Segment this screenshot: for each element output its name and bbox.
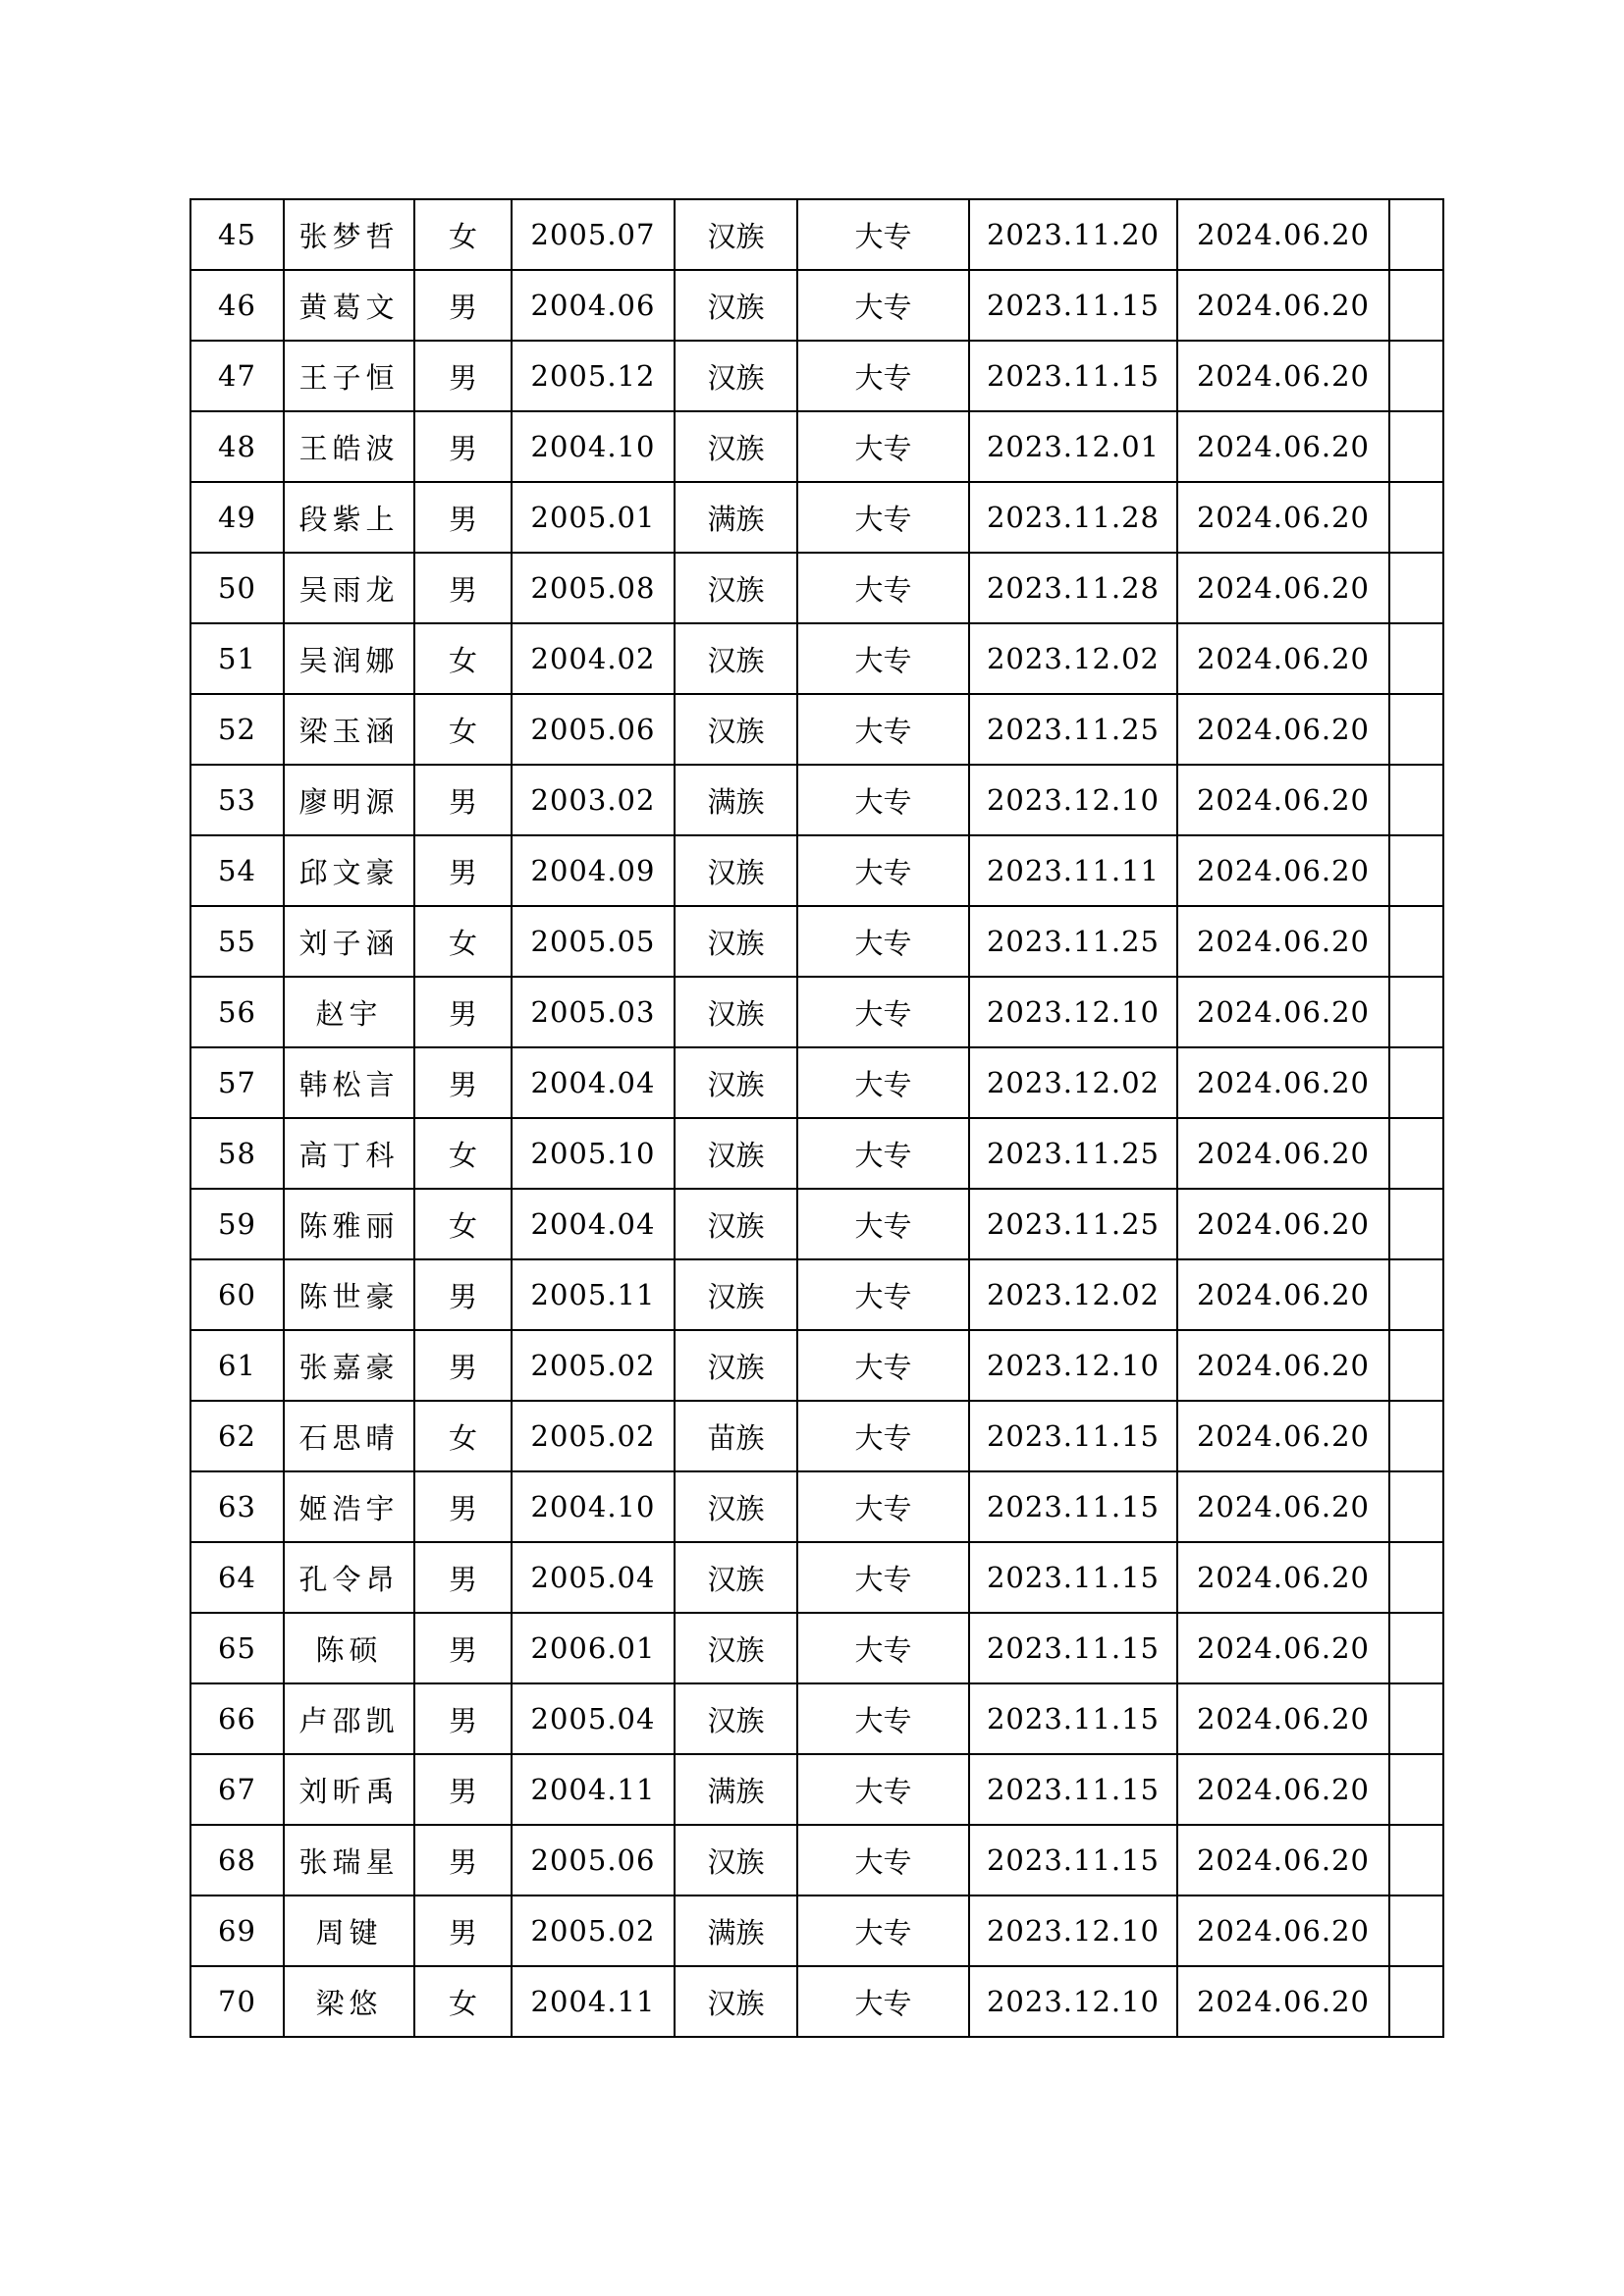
gender-cell: 女 bbox=[414, 199, 512, 270]
serial-number-cell: 52 bbox=[190, 694, 284, 765]
remarks-cell bbox=[1389, 977, 1443, 1047]
remarks-cell bbox=[1389, 1896, 1443, 1966]
education-cell: 大专 bbox=[797, 1259, 969, 1330]
birth-date-cell: 2005.02 bbox=[512, 1330, 675, 1401]
education-cell: 大专 bbox=[797, 553, 969, 623]
education-cell: 大专 bbox=[797, 906, 969, 977]
birth-date-cell: 2004.11 bbox=[512, 1754, 675, 1825]
end-date-cell: 2024.06.20 bbox=[1177, 1542, 1389, 1613]
ethnicity-cell: 汉族 bbox=[675, 1471, 797, 1542]
serial-number-cell: 60 bbox=[190, 1259, 284, 1330]
table-row bbox=[190, 1825, 1443, 1896]
gender-cell: 男 bbox=[414, 977, 512, 1047]
education-cell: 大专 bbox=[797, 1471, 969, 1542]
table-row bbox=[190, 411, 1443, 482]
birth-date-cell: 2005.02 bbox=[512, 1896, 675, 1966]
serial-number-cell: 51 bbox=[190, 623, 284, 694]
remarks-cell bbox=[1389, 765, 1443, 835]
table-row bbox=[190, 553, 1443, 623]
education-cell: 大专 bbox=[797, 270, 969, 341]
end-date-cell: 2024.06.20 bbox=[1177, 1118, 1389, 1189]
end-date-cell: 2024.06.20 bbox=[1177, 411, 1389, 482]
birth-date-cell: 2005.01 bbox=[512, 482, 675, 553]
table-row bbox=[190, 1754, 1443, 1825]
ethnicity-cell: 汉族 bbox=[675, 1966, 797, 2037]
end-date-cell: 2024.06.20 bbox=[1177, 1330, 1389, 1401]
end-date-cell: 2024.06.20 bbox=[1177, 765, 1389, 835]
birth-date-cell: 2005.05 bbox=[512, 906, 675, 977]
gender-cell: 女 bbox=[414, 1966, 512, 2037]
table-row bbox=[190, 199, 1443, 270]
remarks-cell bbox=[1389, 1683, 1443, 1754]
table-row bbox=[190, 482, 1443, 553]
remarks-cell bbox=[1389, 694, 1443, 765]
education-cell: 大专 bbox=[797, 623, 969, 694]
education-cell: 大专 bbox=[797, 1754, 969, 1825]
ethnicity-cell: 汉族 bbox=[675, 835, 797, 906]
name-cell: 梁悠 bbox=[284, 1966, 414, 2037]
gender-cell: 男 bbox=[414, 270, 512, 341]
birth-date-cell: 2005.03 bbox=[512, 977, 675, 1047]
start-date-cell: 2023.11.25 bbox=[969, 1189, 1177, 1259]
end-date-cell: 2024.06.20 bbox=[1177, 694, 1389, 765]
name-cell: 王皓波 bbox=[284, 411, 414, 482]
remarks-cell bbox=[1389, 1118, 1443, 1189]
start-date-cell: 2023.11.11 bbox=[969, 835, 1177, 906]
name-cell: 姬浩宇 bbox=[284, 1471, 414, 1542]
remarks-cell bbox=[1389, 482, 1443, 553]
gender-cell: 男 bbox=[414, 1047, 512, 1118]
birth-date-cell: 2003.02 bbox=[512, 765, 675, 835]
name-cell: 吴润娜 bbox=[284, 623, 414, 694]
name-cell: 刘昕禹 bbox=[284, 1754, 414, 1825]
serial-number-cell: 45 bbox=[190, 199, 284, 270]
remarks-cell bbox=[1389, 1471, 1443, 1542]
gender-cell: 男 bbox=[414, 1613, 512, 1683]
gender-cell: 男 bbox=[414, 482, 512, 553]
birth-date-cell: 2004.04 bbox=[512, 1189, 675, 1259]
education-cell: 大专 bbox=[797, 835, 969, 906]
serial-number-cell: 56 bbox=[190, 977, 284, 1047]
serial-number-cell: 68 bbox=[190, 1825, 284, 1896]
ethnicity-cell: 满族 bbox=[675, 765, 797, 835]
start-date-cell: 2023.11.25 bbox=[969, 694, 1177, 765]
name-cell: 吴雨龙 bbox=[284, 553, 414, 623]
table-row bbox=[190, 1471, 1443, 1542]
birth-date-cell: 2005.08 bbox=[512, 553, 675, 623]
education-cell: 大专 bbox=[797, 1330, 969, 1401]
remarks-cell bbox=[1389, 1259, 1443, 1330]
gender-cell: 男 bbox=[414, 1330, 512, 1401]
birth-date-cell: 2004.02 bbox=[512, 623, 675, 694]
start-date-cell: 2023.11.25 bbox=[969, 1118, 1177, 1189]
education-cell: 大专 bbox=[797, 1189, 969, 1259]
ethnicity-cell: 汉族 bbox=[675, 411, 797, 482]
education-cell: 大专 bbox=[797, 1966, 969, 2037]
ethnicity-cell: 汉族 bbox=[675, 1330, 797, 1401]
name-cell: 周键 bbox=[284, 1896, 414, 1966]
start-date-cell: 2023.11.25 bbox=[969, 906, 1177, 977]
serial-number-cell: 46 bbox=[190, 270, 284, 341]
birth-date-cell: 2004.11 bbox=[512, 1966, 675, 2037]
name-cell: 陈世豪 bbox=[284, 1259, 414, 1330]
end-date-cell: 2024.06.20 bbox=[1177, 482, 1389, 553]
education-cell: 大专 bbox=[797, 1613, 969, 1683]
name-cell: 赵宇 bbox=[284, 977, 414, 1047]
ethnicity-cell: 苗族 bbox=[675, 1401, 797, 1471]
education-cell: 大专 bbox=[797, 199, 969, 270]
name-cell: 陈雅丽 bbox=[284, 1189, 414, 1259]
end-date-cell: 2024.06.20 bbox=[1177, 1966, 1389, 2037]
start-date-cell: 2023.11.15 bbox=[969, 1754, 1177, 1825]
serial-number-cell: 54 bbox=[190, 835, 284, 906]
end-date-cell: 2024.06.20 bbox=[1177, 1683, 1389, 1754]
gender-cell: 女 bbox=[414, 906, 512, 977]
birth-date-cell: 2005.06 bbox=[512, 694, 675, 765]
end-date-cell: 2024.06.20 bbox=[1177, 341, 1389, 411]
serial-number-cell: 47 bbox=[190, 341, 284, 411]
serial-number-cell: 53 bbox=[190, 765, 284, 835]
birth-date-cell: 2005.10 bbox=[512, 1118, 675, 1189]
remarks-cell bbox=[1389, 1613, 1443, 1683]
end-date-cell: 2024.06.20 bbox=[1177, 270, 1389, 341]
start-date-cell: 2023.11.15 bbox=[969, 270, 1177, 341]
gender-cell: 男 bbox=[414, 411, 512, 482]
ethnicity-cell: 汉族 bbox=[675, 1189, 797, 1259]
name-cell: 段紫上 bbox=[284, 482, 414, 553]
serial-number-cell: 69 bbox=[190, 1896, 284, 1966]
roster-body bbox=[190, 199, 1443, 2037]
birth-date-cell: 2004.10 bbox=[512, 1471, 675, 1542]
education-cell: 大专 bbox=[797, 341, 969, 411]
table-row bbox=[190, 1613, 1443, 1683]
ethnicity-cell: 汉族 bbox=[675, 1259, 797, 1330]
start-date-cell: 2023.12.01 bbox=[969, 411, 1177, 482]
serial-number-cell: 48 bbox=[190, 411, 284, 482]
table-row bbox=[190, 1259, 1443, 1330]
remarks-cell bbox=[1389, 835, 1443, 906]
education-cell: 大专 bbox=[797, 1047, 969, 1118]
serial-number-cell: 62 bbox=[190, 1401, 284, 1471]
name-cell: 廖明源 bbox=[284, 765, 414, 835]
serial-number-cell: 66 bbox=[190, 1683, 284, 1754]
remarks-cell bbox=[1389, 1330, 1443, 1401]
serial-number-cell: 50 bbox=[190, 553, 284, 623]
name-cell: 陈硕 bbox=[284, 1613, 414, 1683]
name-cell: 张嘉豪 bbox=[284, 1330, 414, 1401]
birth-date-cell: 2005.11 bbox=[512, 1259, 675, 1330]
name-cell: 邱文豪 bbox=[284, 835, 414, 906]
birth-date-cell: 2005.02 bbox=[512, 1401, 675, 1471]
start-date-cell: 2023.12.10 bbox=[969, 977, 1177, 1047]
table-row bbox=[190, 765, 1443, 835]
end-date-cell: 2024.06.20 bbox=[1177, 1189, 1389, 1259]
start-date-cell: 2023.12.10 bbox=[969, 765, 1177, 835]
ethnicity-cell: 汉族 bbox=[675, 1825, 797, 1896]
end-date-cell: 2024.06.20 bbox=[1177, 835, 1389, 906]
birth-date-cell: 2004.04 bbox=[512, 1047, 675, 1118]
gender-cell: 男 bbox=[414, 835, 512, 906]
gender-cell: 女 bbox=[414, 694, 512, 765]
ethnicity-cell: 满族 bbox=[675, 482, 797, 553]
table-row bbox=[190, 1189, 1443, 1259]
start-date-cell: 2023.11.28 bbox=[969, 553, 1177, 623]
remarks-cell bbox=[1389, 906, 1443, 977]
serial-number-cell: 55 bbox=[190, 906, 284, 977]
serial-number-cell: 70 bbox=[190, 1966, 284, 2037]
remarks-cell bbox=[1389, 1825, 1443, 1896]
table-row bbox=[190, 906, 1443, 977]
table-row bbox=[190, 1330, 1443, 1401]
ethnicity-cell: 汉族 bbox=[675, 270, 797, 341]
remarks-cell bbox=[1389, 1047, 1443, 1118]
gender-cell: 男 bbox=[414, 341, 512, 411]
education-cell: 大专 bbox=[797, 1401, 969, 1471]
serial-number-cell: 64 bbox=[190, 1542, 284, 1613]
table-row bbox=[190, 623, 1443, 694]
end-date-cell: 2024.06.20 bbox=[1177, 1471, 1389, 1542]
name-cell: 韩松言 bbox=[284, 1047, 414, 1118]
gender-cell: 女 bbox=[414, 1189, 512, 1259]
name-cell: 黄葛文 bbox=[284, 270, 414, 341]
education-cell: 大专 bbox=[797, 411, 969, 482]
birth-date-cell: 2006.01 bbox=[512, 1613, 675, 1683]
name-cell: 刘子涵 bbox=[284, 906, 414, 977]
start-date-cell: 2023.12.10 bbox=[969, 1966, 1177, 2037]
start-date-cell: 2023.11.28 bbox=[969, 482, 1177, 553]
gender-cell: 男 bbox=[414, 1683, 512, 1754]
table-row bbox=[190, 835, 1443, 906]
ethnicity-cell: 汉族 bbox=[675, 199, 797, 270]
gender-cell: 男 bbox=[414, 1259, 512, 1330]
end-date-cell: 2024.06.20 bbox=[1177, 1259, 1389, 1330]
table-row bbox=[190, 1401, 1443, 1471]
end-date-cell: 2024.06.20 bbox=[1177, 623, 1389, 694]
remarks-cell bbox=[1389, 1542, 1443, 1613]
education-cell: 大专 bbox=[797, 765, 969, 835]
name-cell: 王子恒 bbox=[284, 341, 414, 411]
gender-cell: 男 bbox=[414, 765, 512, 835]
serial-number-cell: 61 bbox=[190, 1330, 284, 1401]
ethnicity-cell: 满族 bbox=[675, 1896, 797, 1966]
name-cell: 张梦哲 bbox=[284, 199, 414, 270]
table-row bbox=[190, 694, 1443, 765]
birth-date-cell: 2005.12 bbox=[512, 341, 675, 411]
name-cell: 张瑞星 bbox=[284, 1825, 414, 1896]
education-cell: 大专 bbox=[797, 1683, 969, 1754]
education-cell: 大专 bbox=[797, 482, 969, 553]
start-date-cell: 2023.12.10 bbox=[969, 1896, 1177, 1966]
start-date-cell: 2023.11.15 bbox=[969, 1825, 1177, 1896]
education-cell: 大专 bbox=[797, 694, 969, 765]
start-date-cell: 2023.12.02 bbox=[969, 623, 1177, 694]
ethnicity-cell: 汉族 bbox=[675, 977, 797, 1047]
ethnicity-cell: 满族 bbox=[675, 1754, 797, 1825]
education-cell: 大专 bbox=[797, 977, 969, 1047]
education-cell: 大专 bbox=[797, 1825, 969, 1896]
ethnicity-cell: 汉族 bbox=[675, 553, 797, 623]
remarks-cell bbox=[1389, 1401, 1443, 1471]
ethnicity-cell: 汉族 bbox=[675, 623, 797, 694]
serial-number-cell: 59 bbox=[190, 1189, 284, 1259]
gender-cell: 女 bbox=[414, 1401, 512, 1471]
ethnicity-cell: 汉族 bbox=[675, 694, 797, 765]
start-date-cell: 2023.12.02 bbox=[969, 1259, 1177, 1330]
end-date-cell: 2024.06.20 bbox=[1177, 1401, 1389, 1471]
table-row bbox=[190, 1683, 1443, 1754]
table-row bbox=[190, 1047, 1443, 1118]
name-cell: 梁玉涵 bbox=[284, 694, 414, 765]
ethnicity-cell: 汉族 bbox=[675, 1118, 797, 1189]
end-date-cell: 2024.06.20 bbox=[1177, 906, 1389, 977]
serial-number-cell: 65 bbox=[190, 1613, 284, 1683]
remarks-cell bbox=[1389, 411, 1443, 482]
end-date-cell: 2024.06.20 bbox=[1177, 1896, 1389, 1966]
start-date-cell: 2023.11.15 bbox=[969, 341, 1177, 411]
end-date-cell: 2024.06.20 bbox=[1177, 199, 1389, 270]
remarks-cell bbox=[1389, 270, 1443, 341]
remarks-cell bbox=[1389, 1966, 1443, 2037]
ethnicity-cell: 汉族 bbox=[675, 1613, 797, 1683]
gender-cell: 女 bbox=[414, 1118, 512, 1189]
roster-table bbox=[189, 198, 1444, 2038]
start-date-cell: 2023.11.15 bbox=[969, 1542, 1177, 1613]
gender-cell: 男 bbox=[414, 1754, 512, 1825]
end-date-cell: 2024.06.20 bbox=[1177, 1047, 1389, 1118]
ethnicity-cell: 汉族 bbox=[675, 1047, 797, 1118]
serial-number-cell: 67 bbox=[190, 1754, 284, 1825]
gender-cell: 男 bbox=[414, 1471, 512, 1542]
name-cell: 石思晴 bbox=[284, 1401, 414, 1471]
ethnicity-cell: 汉族 bbox=[675, 906, 797, 977]
end-date-cell: 2024.06.20 bbox=[1177, 977, 1389, 1047]
gender-cell: 男 bbox=[414, 553, 512, 623]
education-cell: 大专 bbox=[797, 1118, 969, 1189]
ethnicity-cell: 汉族 bbox=[675, 1683, 797, 1754]
table-row bbox=[190, 977, 1443, 1047]
serial-number-cell: 49 bbox=[190, 482, 284, 553]
ethnicity-cell: 汉族 bbox=[675, 1542, 797, 1613]
start-date-cell: 2023.11.15 bbox=[969, 1613, 1177, 1683]
education-cell: 大专 bbox=[797, 1896, 969, 1966]
remarks-cell bbox=[1389, 1754, 1443, 1825]
ethnicity-cell: 汉族 bbox=[675, 341, 797, 411]
remarks-cell bbox=[1389, 341, 1443, 411]
serial-number-cell: 63 bbox=[190, 1471, 284, 1542]
start-date-cell: 2023.11.15 bbox=[969, 1471, 1177, 1542]
start-date-cell: 2023.11.20 bbox=[969, 199, 1177, 270]
serial-number-cell: 57 bbox=[190, 1047, 284, 1118]
table-row bbox=[190, 1966, 1443, 2037]
start-date-cell: 2023.11.15 bbox=[969, 1401, 1177, 1471]
table-row bbox=[190, 1118, 1443, 1189]
gender-cell: 男 bbox=[414, 1542, 512, 1613]
gender-cell: 女 bbox=[414, 623, 512, 694]
gender-cell: 男 bbox=[414, 1896, 512, 1966]
birth-date-cell: 2004.06 bbox=[512, 270, 675, 341]
remarks-cell bbox=[1389, 623, 1443, 694]
end-date-cell: 2024.06.20 bbox=[1177, 1754, 1389, 1825]
name-cell: 卢邵凯 bbox=[284, 1683, 414, 1754]
end-date-cell: 2024.06.20 bbox=[1177, 1825, 1389, 1896]
start-date-cell: 2023.11.15 bbox=[969, 1683, 1177, 1754]
table-row bbox=[190, 270, 1443, 341]
end-date-cell: 2024.06.20 bbox=[1177, 553, 1389, 623]
birth-date-cell: 2005.07 bbox=[512, 199, 675, 270]
remarks-cell bbox=[1389, 553, 1443, 623]
birth-date-cell: 2004.10 bbox=[512, 411, 675, 482]
gender-cell: 男 bbox=[414, 1825, 512, 1896]
start-date-cell: 2023.12.10 bbox=[969, 1330, 1177, 1401]
end-date-cell: 2024.06.20 bbox=[1177, 1613, 1389, 1683]
birth-date-cell: 2005.04 bbox=[512, 1542, 675, 1613]
remarks-cell bbox=[1389, 1189, 1443, 1259]
start-date-cell: 2023.12.02 bbox=[969, 1047, 1177, 1118]
birth-date-cell: 2004.09 bbox=[512, 835, 675, 906]
table-row bbox=[190, 1542, 1443, 1613]
birth-date-cell: 2005.06 bbox=[512, 1825, 675, 1896]
name-cell: 孔令昂 bbox=[284, 1542, 414, 1613]
name-cell: 高丁科 bbox=[284, 1118, 414, 1189]
remarks-cell bbox=[1389, 199, 1443, 270]
birth-date-cell: 2005.04 bbox=[512, 1683, 675, 1754]
serial-number-cell: 58 bbox=[190, 1118, 284, 1189]
table-row bbox=[190, 1896, 1443, 1966]
education-cell: 大专 bbox=[797, 1542, 969, 1613]
table-row bbox=[190, 341, 1443, 411]
